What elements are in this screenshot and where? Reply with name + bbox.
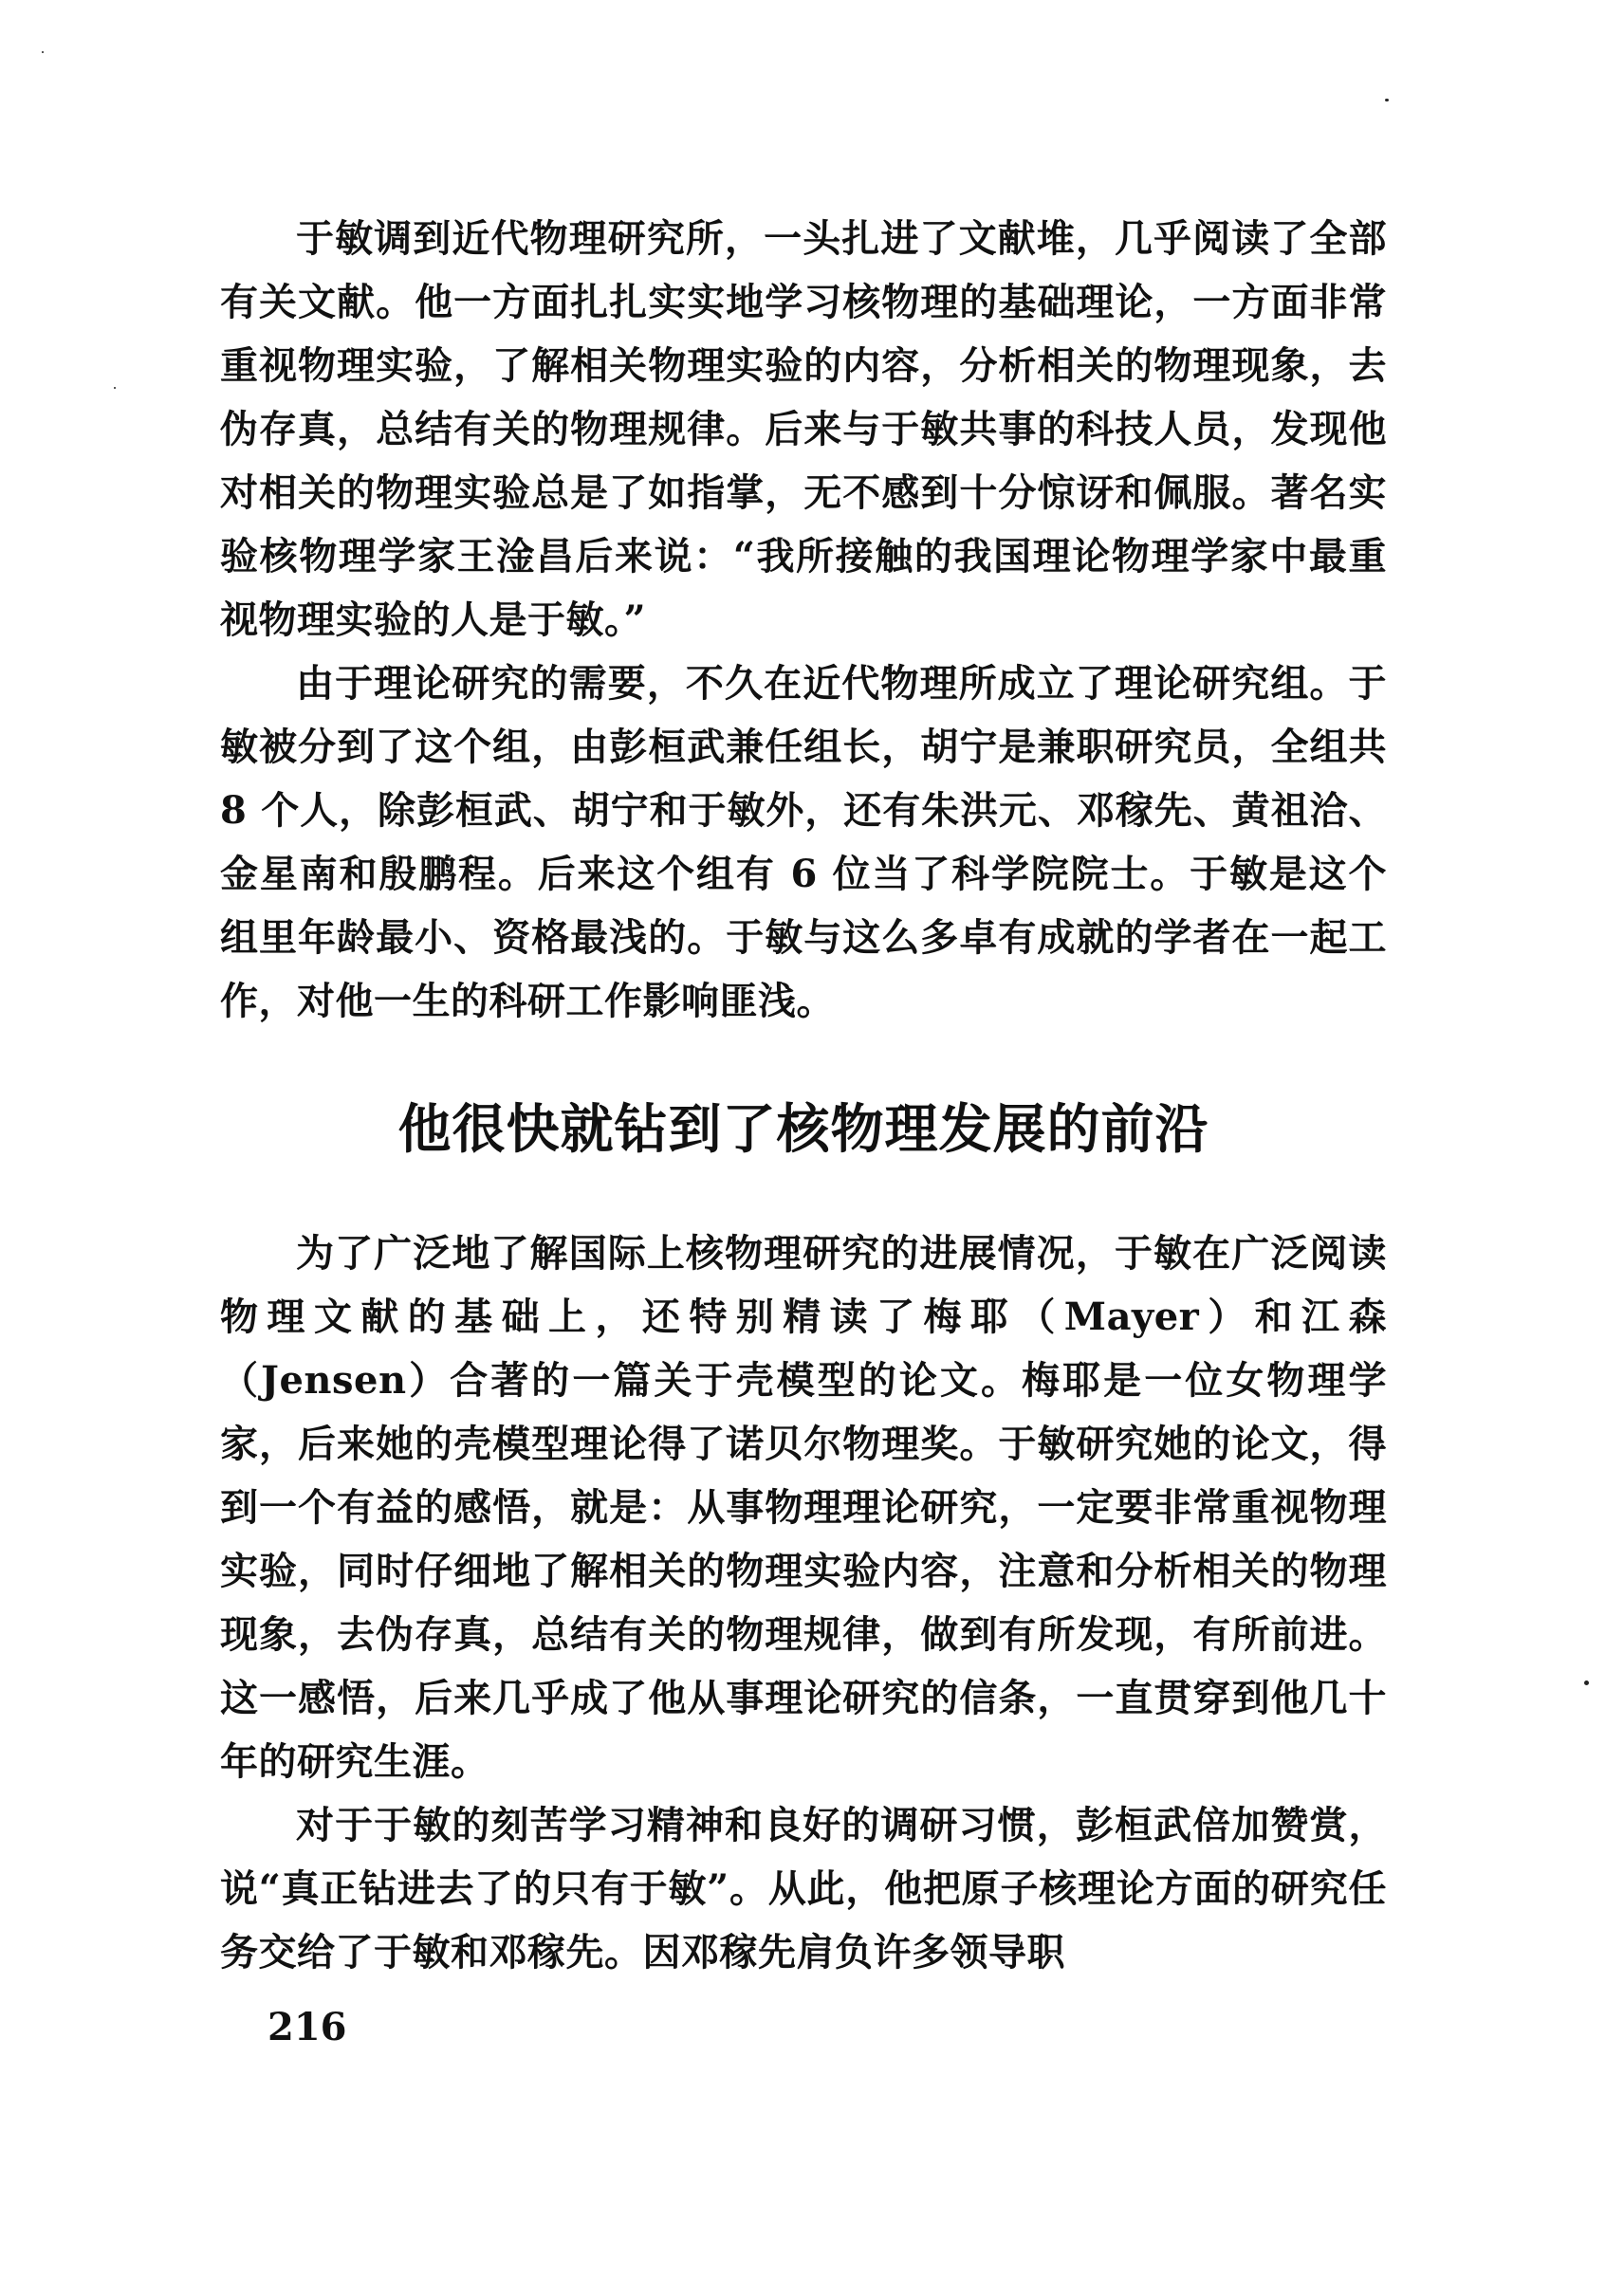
scan-speck: [1385, 99, 1389, 101]
scan-speck: [1584, 1681, 1589, 1685]
section-heading: 他很快就钻到了核物理发展的前沿: [397, 1099, 1209, 1161]
paragraph: 由于理论研究的需要，不久在近代物理所成立了理论研究组。于敏被分到了这个组，由彭桓武兼任组长，胡宁是兼职研究员，全组共 8 个人，除彭桓武、胡宁和于敏外，还有朱洪元、邓稼先、黄祖洽、金星南和殷鹏程。后来这个组有 6 位当了科学院院士。于敏是这个组里年龄最小、资格最浅的。于敏与这么多卓有成就的学者在一起工作，对他一生的科研工作影响匪浅。: [220, 661, 1387, 1023]
paragraph: 为了广泛地了解国际上核物理研究的进展情况，于敏在广泛阅读物理文献的基础上，还特别精读了梅耶（Mayer）和江森（Jensen）合著的一篇关于壳模型的论文。梅耶是一位女物理学家，后来她的壳模型理论得了诺贝尔物理奖。于敏研究她的论文，得到一个有益的感悟，就是：从事物理理论研究，一定要非常重视物理实验，同时仔细地了解相关的物理实验内容，注意和分析相关的物理现象，去伪存真，总结有关的物理规律，做到有所发现，有所前进。这一感悟，后来几乎成了他从事理论研究的信条，一直贯穿到他几十年的研究生涯。: [220, 1231, 1387, 1784]
bottom-text-block: [220, 1221, 1387, 1984]
scan-speck: [114, 387, 116, 389]
page-number: 216: [268, 2005, 347, 2049]
top-text-block: [220, 207, 1387, 1033]
paragraph: 于敏调到近代物理研究所，一头扎进了文献堆，几乎阅读了全部有关文献。他一方面扎扎实实地学习核物理的基础理论，一方面非常重视物理实验，了解相关物理实验的内容，分析相关的物理现象，去伪存真，总结有关的物理规律。后来与于敏共事的科技人员，发现他对相关的物理实验总是了如指掌，无不感到十分惊讶和佩服。著名实验核物理学家王淦昌后来说：“我所接触的我国理论物理学家中最重视物理实验的人是于敏。”: [220, 216, 1387, 642]
paragraph: 对于于敏的刻苦学习精神和良好的调研习惯，彭桓武倍加赞赏，说“真正钻进去了的只有于敏”。从此，他把原子核理论方面的研究任务交给了于敏和邓稼先。因邓稼先肩负许多领导职: [220, 1803, 1387, 1975]
scan-speck: [42, 51, 44, 53]
